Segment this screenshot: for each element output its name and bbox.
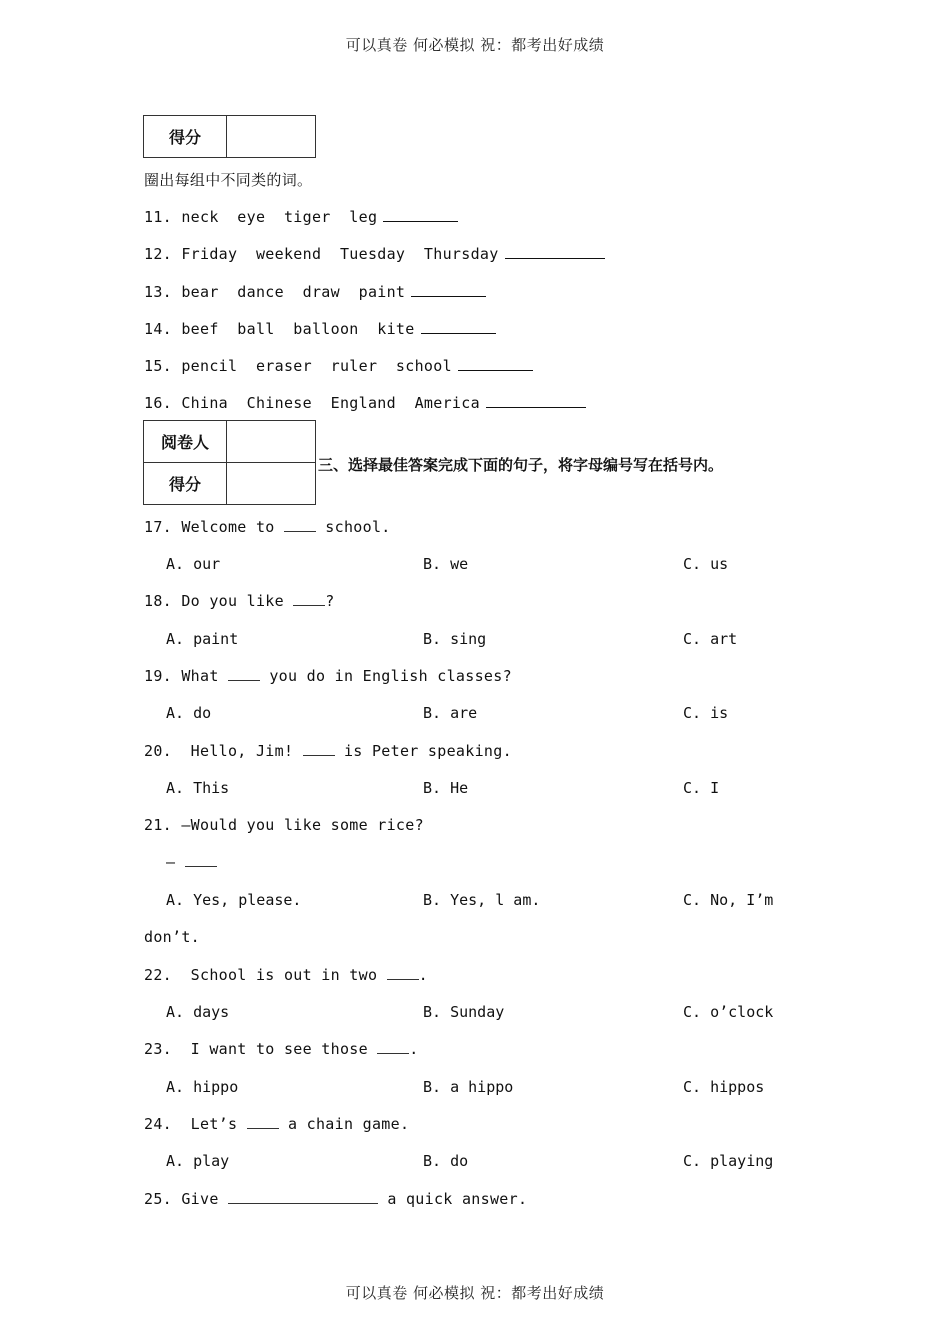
option-a[interactable]: A. play xyxy=(166,1152,230,1170)
score-label: 得分 xyxy=(144,463,227,505)
score-label: 得分 xyxy=(144,116,227,158)
option-b[interactable]: B. a hippo xyxy=(423,1078,514,1096)
option-c[interactable]: C. us xyxy=(683,555,729,573)
question-text: 16. China Chinese England America xyxy=(144,394,480,412)
option-c[interactable]: C. playing xyxy=(683,1152,774,1170)
answer-blank[interactable] xyxy=(284,519,316,532)
option-c[interactable]: C. art xyxy=(683,630,738,648)
option-c[interactable]: C. I xyxy=(683,779,720,797)
question-text: 15. pencil eraser ruler school xyxy=(144,357,452,375)
option-c[interactable]: C. hippos xyxy=(683,1078,765,1096)
answer-blank[interactable] xyxy=(377,1041,409,1054)
option-c[interactable]: C. No, I’m xyxy=(683,891,774,909)
question-21-reply: — xyxy=(166,853,217,871)
score-field[interactable] xyxy=(227,463,316,505)
option-a[interactable]: A. our xyxy=(166,555,221,573)
option-a[interactable]: A. paint xyxy=(166,630,239,648)
reviewer-label: 阅卷人 xyxy=(144,421,227,463)
question-23: 23. I want to see those . xyxy=(144,1040,419,1058)
reviewer-score-box xyxy=(143,420,316,505)
answer-blank[interactable] xyxy=(458,356,533,371)
question-text: 12. Friday weekend Tuesday Thursday xyxy=(144,245,499,263)
answer-blank[interactable] xyxy=(421,319,496,334)
question-24: 24. Let’s a chain game. xyxy=(144,1115,410,1133)
answer-blank[interactable] xyxy=(303,743,335,756)
question-25: 25. Give a quick answer. xyxy=(144,1190,528,1208)
option-b[interactable]: B. are xyxy=(423,704,478,722)
answer-blank[interactable] xyxy=(383,207,458,222)
section2-instruction: 圈出每组中不同类的词。 xyxy=(144,171,313,189)
option-b[interactable]: B. Sunday xyxy=(423,1003,505,1021)
option-b[interactable]: B. Yes, l am. xyxy=(423,891,541,909)
option-a[interactable]: A. Yes, please. xyxy=(166,891,302,909)
option-b[interactable]: B. sing xyxy=(423,630,487,648)
page-footer: 可以真卷 何必模拟 祝：都考出好成绩 xyxy=(345,1284,605,1302)
score-box xyxy=(143,115,316,158)
question-15 xyxy=(144,356,533,375)
option-a[interactable]: A. hippo xyxy=(166,1078,239,1096)
option-c[interactable]: C. o’clock xyxy=(683,1003,774,1021)
answer-blank[interactable] xyxy=(505,244,605,259)
question-20: 20. Hello, Jim! is Peter speaking. xyxy=(144,742,512,760)
answer-blank[interactable] xyxy=(387,967,419,980)
answer-blank[interactable] xyxy=(293,593,325,606)
question-16 xyxy=(144,393,586,412)
question-19: 19. What you do in English classes? xyxy=(144,667,512,685)
option-b[interactable]: B. He xyxy=(423,779,469,797)
option-a[interactable]: A. This xyxy=(166,779,230,797)
option-a[interactable]: A. do xyxy=(166,704,212,722)
reviewer-field[interactable] xyxy=(227,421,316,463)
score-field[interactable] xyxy=(227,116,316,158)
question-12 xyxy=(144,244,605,263)
page-header: 可以真卷 何必模拟 祝：都考出好成绩 xyxy=(345,36,605,54)
section3-title: 三、选择最佳答案完成下面的句子，将字母编号写在括号内。 xyxy=(318,456,724,474)
answer-blank[interactable] xyxy=(185,854,217,867)
answer-blank[interactable] xyxy=(486,393,586,408)
question-text: 13. bear dance draw paint xyxy=(144,283,406,301)
question-21: 21. —Would you like some rice? xyxy=(144,816,424,834)
question-text: 11. neck eye tiger leg xyxy=(144,208,378,226)
answer-blank[interactable] xyxy=(247,1116,279,1129)
question-13 xyxy=(144,282,486,301)
question-11 xyxy=(144,207,458,226)
question-22: 22. School is out in two . xyxy=(144,966,428,984)
option-b[interactable]: B. we xyxy=(423,555,469,573)
answer-blank[interactable] xyxy=(411,282,486,297)
option-a[interactable]: A. days xyxy=(166,1003,230,1021)
question-text: 14. beef ball balloon kite xyxy=(144,320,415,338)
question-18: 18. Do you like ? xyxy=(144,592,335,610)
question-14 xyxy=(144,319,496,338)
answer-blank[interactable] xyxy=(228,1191,378,1204)
answer-blank[interactable] xyxy=(228,668,260,681)
option-b[interactable]: B. do xyxy=(423,1152,469,1170)
option-c-continued: don’t. xyxy=(144,928,200,946)
question-17: 17. Welcome to school. xyxy=(144,518,391,536)
option-c[interactable]: C. is xyxy=(683,704,729,722)
